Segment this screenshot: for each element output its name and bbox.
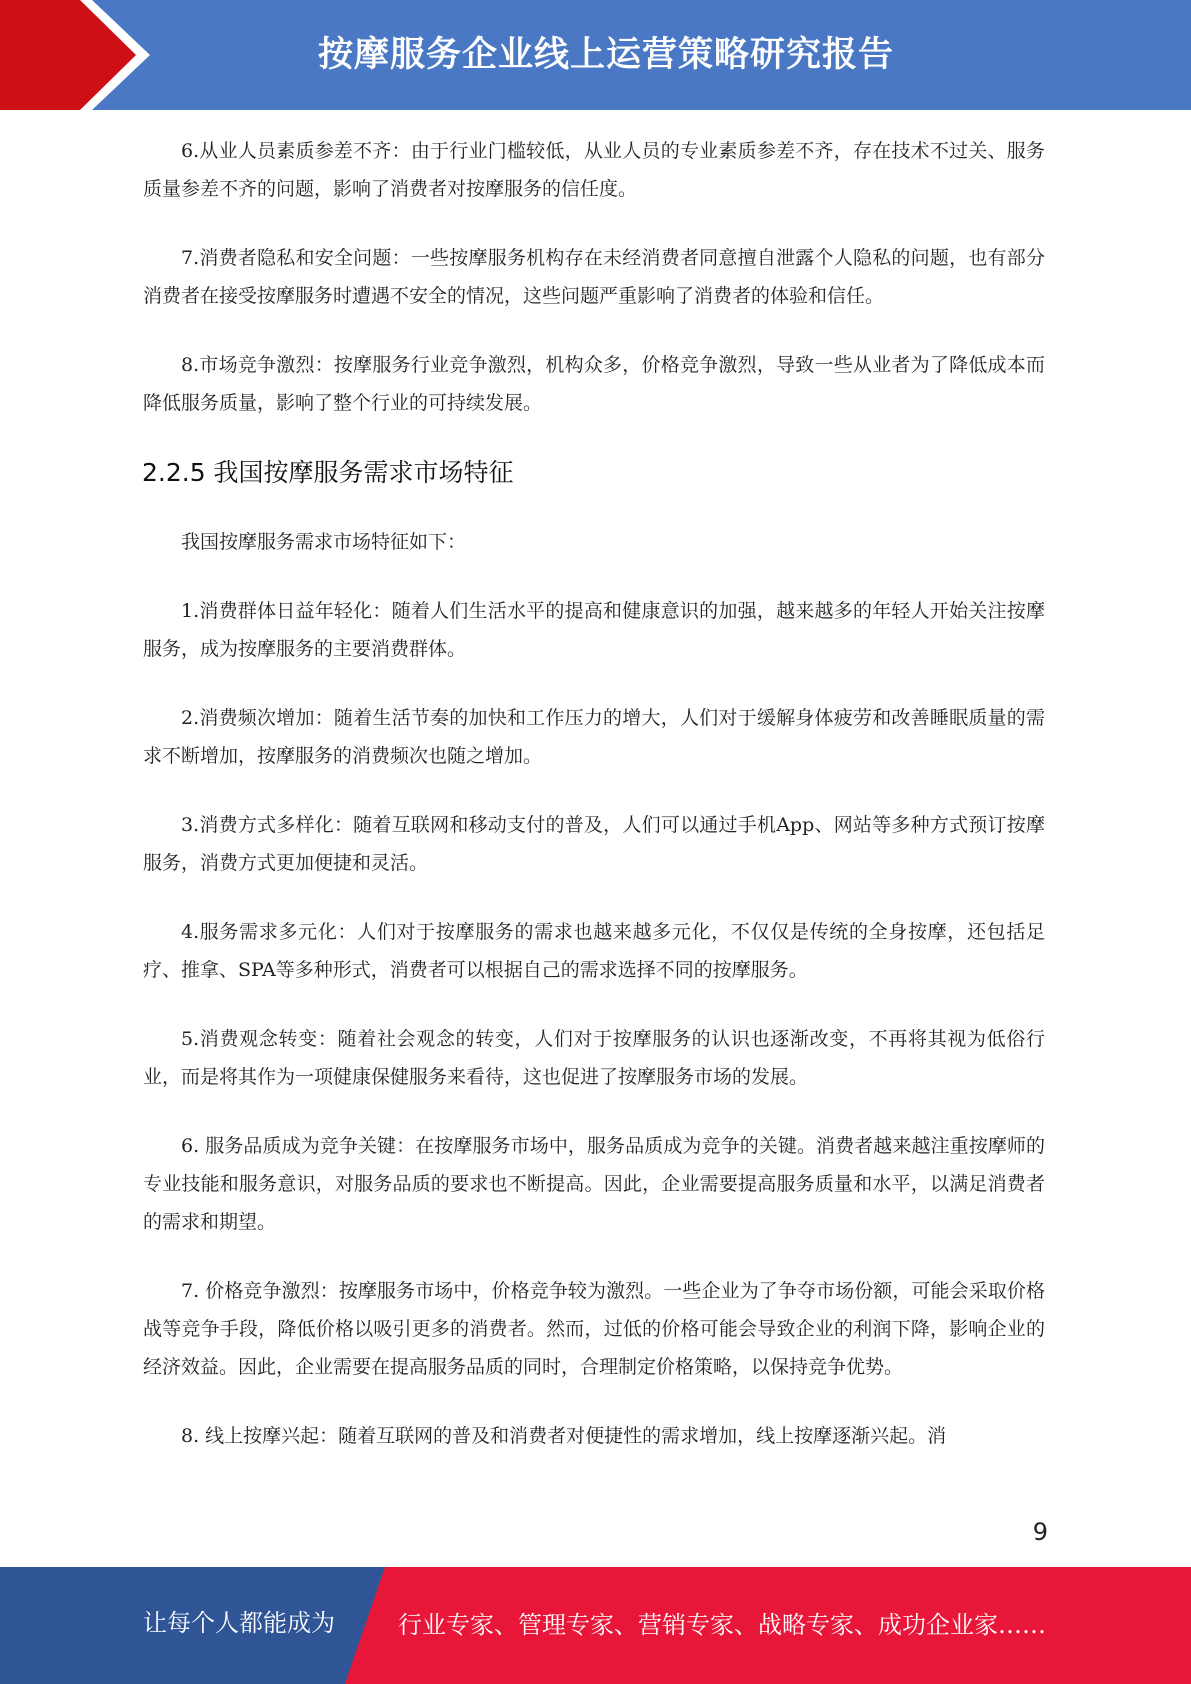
footer-slogan-right: 行业专家、管理专家、营销专家、战略专家、成功企业家…… (398, 1611, 1046, 1639)
paragraph-diverse-demand: 4.服务需求多元化：人们对于按摩服务的需求也越来越多元化，不仅仅是传统的全身按摩，还包括足疗、推拿、SPA等多种形式，消费者可以根据自己的需求选择不同的按摩服务。 (143, 921, 1045, 981)
paragraph-perception-change: 5.消费观念转变：随着社会观念的转变，人们对于按摩服务的认识也逐渐改变，不再将其视为低俗行业，而是将其作为一项健康保健服务来看待，这也促进了按摩服务市场的发展。 (143, 1028, 1045, 1088)
header-banner (0, 0, 1191, 110)
footer-slogan-left: 让每个人都能成为 (143, 1609, 335, 1637)
section-heading: 2.2.5 我国按摩服务需求市场特征 (142, 458, 514, 487)
paragraph-price-competition: 7. 价格竞争激烈：按摩服务市场中，价格竞争较为激烈。一些企业为了争夺市场份额，可能会采取价格战等竞争手段，降低价格以吸引更多的消费者。然而，过低的价格可能会导致企业的利润下降，影响企业的经济效益。因此，企业需要在提高服务品质的同时，合理制定价格策略，以保持竞争优势。 (143, 1280, 1045, 1378)
paragraph-consumption-methods: 3.消费方式多样化：随着互联网和移动支付的普及，人们可以通过手机App、网站等多种方式预订按摩服务，消费方式更加便捷和灵活。 (143, 814, 1045, 874)
paragraph-privacy-safety: 7.消费者隐私和安全问题：一些按摩服务机构存在未经消费者同意擅自泄露个人隐私的问题，也有部分消费者在接受按摩服务时遭遇不安全的情况，这些问题严重影响了消费者的体验和信任。 (143, 247, 1045, 307)
footer-banner (0, 1567, 1191, 1684)
document-body (143, 132, 1045, 1486)
paragraph-service-quality: 6. 服务品质成为竞争关键：在按摩服务市场中，服务品质成为竞争的关键。消费者越来越注重按摩师的专业技能和服务意识，对服务品质的要求也不断提高。因此，企业需要提高服务质量和水平，以满足消费者的需求和期望。 (143, 1135, 1045, 1233)
paragraph-intro: 我国按摩服务需求市场特征如下： (181, 531, 467, 553)
paragraph-frequency: 2.消费频次增加：随着生活节奏的加快和工作压力的增大，人们对于缓解身体疲劳和改善睡眠质量的需求不断增加，按摩服务的消费频次也随之增加。 (143, 707, 1045, 767)
paragraph-younger-consumers: 1.消费群体日益年轻化：随着人们生活水平的提高和健康意识的加强，越来越多的年轻人开始关注按摩服务，成为按摩服务的主要消费群体。 (143, 600, 1045, 660)
paragraph-market-competition: 8.市场竞争激烈：按摩服务行业竞争激烈，机构众多，价格竞争激烈，导致一些从业者为了降低成本而降低服务质量，影响了整个行业的可持续发展。 (143, 354, 1045, 414)
paragraph-online-massage: 8. 线上按摩兴起：随着互联网的普及和消费者对便捷性的需求增加，线上按摩逐渐兴起。消 (181, 1425, 947, 1447)
report-title: 按摩服务企业线上运营策略研究报告 (318, 35, 895, 75)
paragraph-practitioner-quality: 6.从业人员素质参差不齐：由于行业门槛较低，从业人员的专业素质参差不齐，存在技术不过关、服务质量参差不齐的问题，影响了消费者对按摩服务的信任度。 (143, 140, 1045, 200)
page-number: 9 (1032, 1518, 1048, 1546)
